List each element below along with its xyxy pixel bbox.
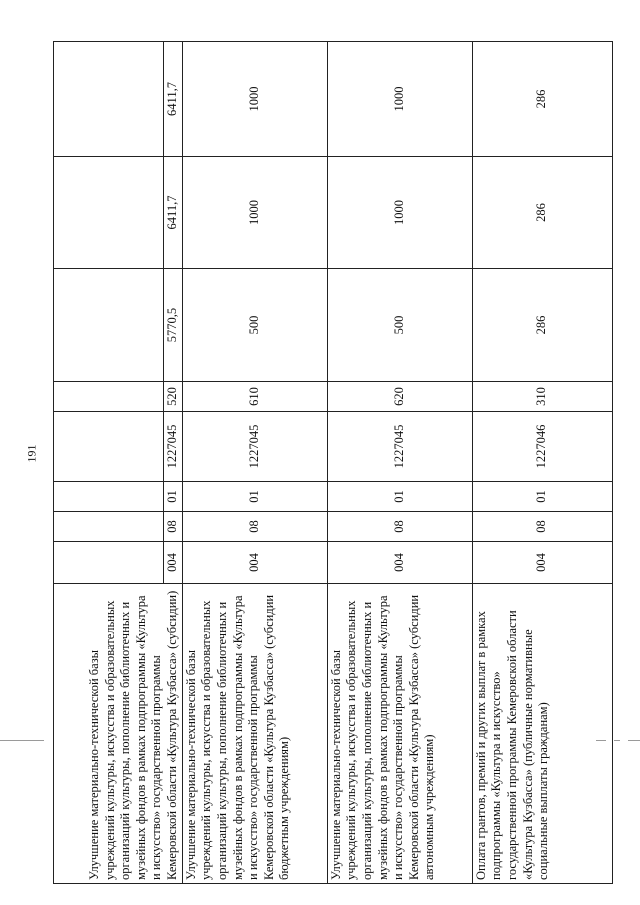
- row-5-section: 08: [472, 512, 612, 542]
- row-5-ministry: 004: [472, 542, 612, 584]
- row-1-name: Улучшение материально-технической базы учреждений культуры, искусства и образовательных организаций культуры, пополнение библиотечных и музейных фондов в рамках подпрограммы «Культура и искусство» государственной программы Кемеровской области «Культура Кузбасса» (субсидии): [54, 584, 183, 884]
- row-3-section: 08: [182, 512, 327, 542]
- row-2-amount3: 6411,7: [164, 42, 183, 157]
- row-4-amount1: 500: [327, 269, 472, 382]
- margin-line-left: [0, 740, 44, 741]
- table-row: [327, 42, 472, 884]
- row-2-amount1: 5770,5: [164, 269, 183, 382]
- row-3-subsection: 01: [182, 482, 327, 512]
- row-3-expense-type: 610: [182, 382, 327, 412]
- row-3-name: Улучшение материально-технической базы учреждений культуры, искусства и образовательных организаций культуры, пополнение библиотечных и музейных фондов в рамках подпрограммы «Культура и искусство» государственной программы Кемеровской области «Культура Кузбасса» (субсидии бюджетным учреждениям): [182, 584, 327, 884]
- row-3-target: 1227045: [182, 412, 327, 482]
- table-row: [182, 42, 327, 884]
- row-1-expense-type: [54, 382, 164, 412]
- row-1-amount3: [54, 42, 164, 157]
- row-5-target: 1227046: [472, 412, 612, 482]
- row-2-target: 1227045: [164, 412, 183, 482]
- row-5-subsection: 01: [472, 482, 612, 512]
- rotated-budget-table-container: [53, 42, 609, 884]
- row-1-amount2: [54, 157, 164, 269]
- row-4-expense-type: 620: [327, 382, 472, 412]
- table-row: [472, 42, 612, 884]
- row-2-section: 08: [164, 512, 183, 542]
- row-1-target: [54, 412, 164, 482]
- row-5-amount2: 286: [472, 157, 612, 269]
- row-2-subsection: 01: [164, 482, 183, 512]
- budget-table: [53, 41, 613, 884]
- row-4-amount2: 1000: [327, 157, 472, 269]
- row-4-name: Улучшение материально-технической базы учреждений культуры, искусства и образовательных организаций культуры, пополнение библиотечных и музейных фондов в рамках подпрограммы «Культура и искусство» государственной программы Кемеровской области «Культура Кузбасса» (субсидии автономным учреждениям): [327, 584, 472, 884]
- row-1-subsection: [54, 482, 164, 512]
- row-1-ministry: [54, 542, 164, 584]
- row-4-section: 08: [327, 512, 472, 542]
- margin-mark-right-3: [628, 740, 640, 741]
- row-2-ministry: 004: [164, 542, 183, 584]
- row-5-name: Оплата грантов, премий и других выплат в рамках подпрограммы «Культура и искусство» государственной программы Кемеровской области «Культура Кузбасса» (публичные нормативные социальные выплаты гражданам): [472, 584, 612, 884]
- row-5-amount3: 286: [472, 42, 612, 157]
- page-number: 191: [24, 444, 39, 463]
- table-row: [54, 42, 164, 884]
- row-5-amount1: 286: [472, 269, 612, 382]
- row-5-expense-type: 310: [472, 382, 612, 412]
- row-4-subsection: 01: [327, 482, 472, 512]
- row-1-section: [54, 512, 164, 542]
- row-4-ministry: 004: [327, 542, 472, 584]
- margin-mark-right-2: [614, 740, 620, 741]
- row-1-amount1: [54, 269, 164, 382]
- row-3-ministry: 004: [182, 542, 327, 584]
- row-4-target: 1227045: [327, 412, 472, 482]
- row-2-expense-type: 520: [164, 382, 183, 412]
- row-2-amount2: 6411,7: [164, 157, 183, 269]
- row-3-amount2: 1000: [182, 157, 327, 269]
- row-4-amount3: 1000: [327, 42, 472, 157]
- row-3-amount1: 500: [182, 269, 327, 382]
- row-3-amount3: 1000: [182, 42, 327, 157]
